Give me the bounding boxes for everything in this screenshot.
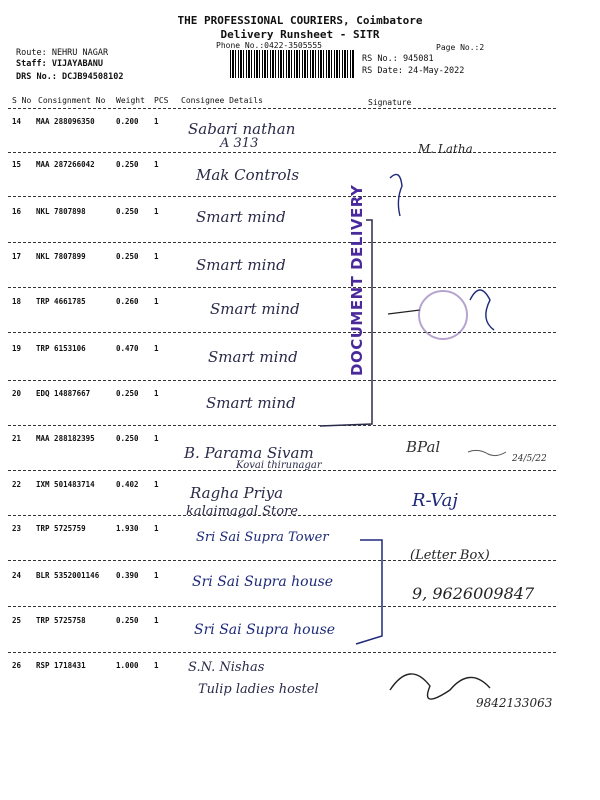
row-pcs: 1	[154, 571, 159, 580]
document-delivery-stamp: DOCUMENT DELIVERY	[348, 184, 366, 376]
row-pcs: 1	[154, 117, 159, 126]
row-sno: 24	[12, 571, 22, 580]
row-sno: 25	[12, 616, 22, 625]
handwritten-consignee: Smart mind	[196, 208, 286, 226]
row-sno: 26	[12, 661, 22, 670]
handwritten-signature: BPal	[406, 438, 441, 456]
row-weight: 0.402	[116, 480, 139, 489]
page-number: Page No.:2	[436, 43, 485, 52]
row-pcs: 1	[154, 616, 159, 625]
rs-date: RS Date: 24-May-2022	[362, 66, 465, 76]
handwritten-consignee: kalaimagal Store	[186, 504, 298, 519]
handwritten-consignee: Smart mind	[208, 348, 298, 366]
handwritten-date: 24/5/22	[512, 454, 547, 464]
phone-number: Phone No.:0422-3505555	[216, 41, 322, 50]
row-pcs: 1	[154, 344, 159, 353]
col-signature: Signature	[368, 98, 412, 107]
row-weight: 0.250	[116, 160, 139, 169]
row-consignment: IXM 501483714	[36, 480, 95, 489]
handwritten-consignee: Sabari nathan	[188, 120, 296, 138]
col-weight: Weight	[116, 96, 145, 105]
row-weight: 0.200	[116, 117, 139, 126]
row-weight: 0.250	[116, 616, 139, 625]
row-pcs: 1	[154, 661, 159, 670]
row-pcs: 1	[154, 389, 159, 398]
handwritten-note: (Letter Box)	[410, 548, 490, 563]
col-pcs: PCS	[154, 96, 169, 105]
company-title: THE PROFESSIONAL COURIERS, Coimbatore	[177, 14, 423, 27]
handwritten-consignee: Mak Controls	[196, 166, 300, 184]
handwritten-consignee: S.N. Nishas	[188, 660, 265, 675]
row-pcs: 1	[154, 434, 159, 443]
handwritten-phone: 9842133063	[476, 696, 553, 710]
handwritten-consignee: Smart mind	[210, 300, 300, 318]
row-pcs: 1	[154, 207, 159, 216]
row-consignment: TRP 5725759	[36, 524, 86, 533]
row-weight: 0.250	[116, 207, 139, 216]
handwritten-consignee: Tulip ladies hostel	[198, 682, 319, 697]
signature-scribble	[390, 674, 490, 699]
handwritten-consignee: Sri Sai Supra house	[192, 574, 334, 590]
col-sno: S No	[12, 96, 32, 105]
handwritten-phone: 9, 9626009847	[412, 584, 535, 603]
row-sno: 19	[12, 344, 22, 353]
row-consignment: TRP 6153106	[36, 344, 86, 353]
col-consignee: Consignee Details	[181, 96, 263, 105]
row-weight: 0.260	[116, 297, 139, 306]
handwritten-consignee: Smart mind	[206, 394, 296, 412]
row-weight: 0.250	[116, 434, 139, 443]
row-weight: 1.930	[116, 524, 139, 533]
row-weight: 1.000	[116, 661, 139, 670]
handwritten-consignee: A 313	[220, 136, 259, 151]
row-consignment: MAA 288182395	[36, 434, 95, 443]
row-weight: 0.250	[116, 252, 139, 261]
rs-number: RS No.: 945081	[362, 54, 434, 64]
row-sno: 18	[12, 297, 22, 306]
handwritten-consignee: Sri Sai Supra Tower	[196, 530, 329, 545]
row-consignment: TRP 5725758	[36, 616, 86, 625]
handwritten-consignee: Kovai thirunagar	[236, 460, 322, 471]
row-consignment: EDQ 14887667	[36, 389, 91, 398]
handwritten-consignee: Sri Sai Supra house	[194, 622, 336, 638]
row-sno: 21	[12, 434, 22, 443]
row-sno: 23	[12, 524, 22, 533]
row-sno: 14	[12, 117, 22, 126]
signature-scribble	[470, 290, 494, 330]
staff: Staff: VIJAYABANU	[16, 59, 103, 69]
row-sno: 16	[12, 207, 22, 216]
row-sno: 22	[12, 480, 22, 489]
handwritten-consignee: Smart mind	[196, 256, 286, 274]
runsheet-subtitle: Delivery Runsheet - SITR	[220, 28, 380, 41]
dash-line	[388, 310, 420, 314]
row-pcs: 1	[154, 252, 159, 261]
row-sno: 15	[12, 160, 22, 169]
row-weight: 0.390	[116, 571, 139, 580]
row-consignment: BLR 5352001146	[36, 571, 100, 580]
handwritten-signature: R-Vaj	[412, 490, 458, 511]
signature-scribble	[468, 450, 506, 455]
row-consignment: NKL 7807899	[36, 252, 86, 261]
handwritten-consignee: B. Parama Sivam	[184, 444, 314, 462]
handwritten-signature: M. Latha	[418, 142, 473, 156]
row-consignment: MAA 288096350	[36, 117, 95, 126]
row-sno: 17	[12, 252, 22, 261]
row-consignment: MAA 287266042	[36, 160, 95, 169]
row-pcs: 1	[154, 160, 159, 169]
row-pcs: 1	[154, 297, 159, 306]
row-consignment: NKL 7807898	[36, 207, 86, 216]
route: Route: NEHRU NAGAR	[16, 48, 109, 58]
drs-number: DRS No.: DCJB94508102	[16, 72, 124, 82]
handwritten-consignee: Ragha Priya	[190, 484, 284, 502]
row-sno: 20	[12, 389, 22, 398]
row-consignment: RSP 1718431	[36, 661, 86, 670]
signature-scribble	[390, 174, 402, 216]
bracket-line	[356, 540, 382, 644]
row-pcs: 1	[154, 524, 159, 533]
row-pcs: 1	[154, 480, 159, 489]
row-consignment: TRP 4661785	[36, 297, 86, 306]
row-weight: 0.250	[116, 389, 139, 398]
row-weight: 0.470	[116, 344, 139, 353]
company-seal	[418, 290, 468, 340]
col-consignment: Consignment No	[38, 96, 106, 105]
